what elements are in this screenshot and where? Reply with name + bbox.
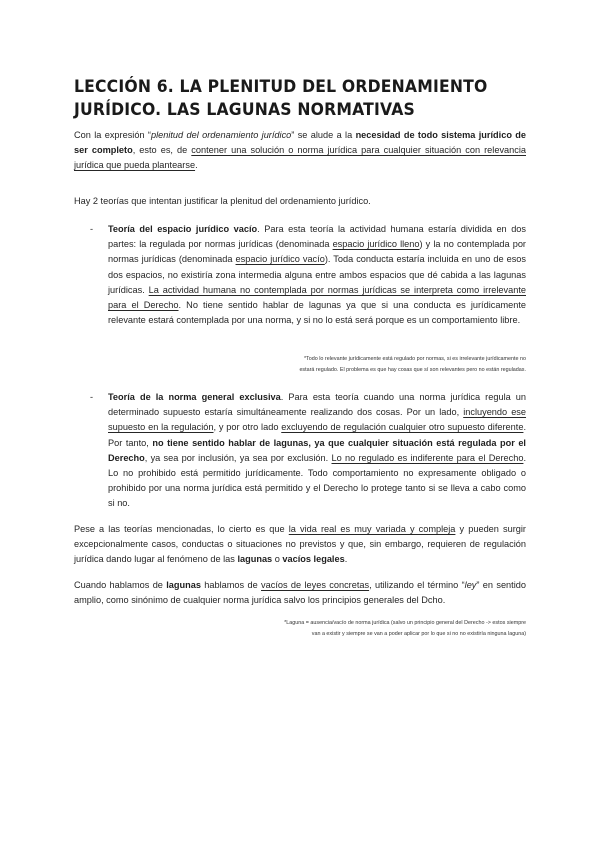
theories-intro-paragraph: Hay 2 teorías que intentan justificar la plenitud del ordenamiento jurídico. <box>74 196 371 206</box>
italic-term: ley <box>464 580 477 590</box>
underlined-phrase: contener una solución o norma jurídica para cualquier situación con relevancia jurídica que pueda plantearse <box>74 145 526 171</box>
text-run: , y por otro lado <box>213 422 282 433</box>
theory-exclusive-norm-item <box>108 390 526 512</box>
text-run: ). Toda conducta estaría incluida en uno de esos dos espacios, no existiría zona intermedia alguna entre ambos espacios que dé cabida a las lagunas jurídicas. <box>108 254 526 295</box>
quote-mark: ” <box>476 580 480 590</box>
note-line: van a existir y siempre se van a poder aplicar por lo que si no no existiría ninguna laguna) <box>311 630 526 637</box>
gaps-paragraph <box>74 522 526 568</box>
text-run: hablamos de <box>200 580 262 590</box>
underlined-phrase: la vida real es muy variada y compleja <box>288 524 456 534</box>
text-run: , esto es, de <box>132 145 192 156</box>
theory-name: Teoría de la norma general exclusiva <box>108 392 281 402</box>
lesson-title: LECCIÓN 6. LA PLENITUD DEL ORDENAMIENTO JURÍDICO. LAS LAGUNAS NORMATIVAS <box>74 77 488 120</box>
quote-mark: “ <box>461 580 465 590</box>
bold-phrase: necesidad de todo sistema jurídico de ser completo <box>74 130 526 156</box>
text-run: o <box>272 554 283 565</box>
text-run: , utilizando el término <box>369 580 462 590</box>
text-run: . No tiene sentido hablar de lagunas ya que si una conducta es jurídicamente relevante estará contemplada por una norma, y si no lo está será porque es un comportamiento libre. <box>108 300 526 326</box>
side-note-1 <box>299 354 526 375</box>
underlined-phrase: Lo no regulado es indiferente para el Derecho <box>331 452 524 463</box>
text-run: . Para esta teoría cuando una norma jurídica regula un determinado supuesto estaría simultáneamente realizando dos cosas. Por un lado, <box>108 392 527 418</box>
text-run: Pese a las teorías mencionadas, lo cierto es que <box>74 524 289 534</box>
note-line: *Laguna = ausencia/vacío de norma jurídica (salvo un principio general del Derecho -> estos siempre <box>284 620 526 626</box>
quote-mark: “ <box>147 130 151 140</box>
theory-empty-space-item <box>108 222 526 328</box>
text-run: . Para esta teoría la actividad humana estaría dividida en dos partes: la regulada por normas jurídicas (denominada <box>108 224 527 250</box>
note-line: *Todo lo relevante jurídicamente está regulado por normas, si es irrelevante jurídicamente no <box>303 356 526 362</box>
quote-mark: ” <box>291 130 295 140</box>
text-run: y pueden surgir excepcionalmente casos, conductas o situaciones no previstos y que, sin embargo, requieren de regulación jurídica dando lugar al fenómeno de las <box>74 524 526 565</box>
bold-phrase: no tiene sentido hablar de lagunas, ya que cualquier situación está regulada por el Derecho <box>108 437 526 463</box>
underlined-phrase: espacio jurídico vacío <box>235 254 325 265</box>
list-bullet-dash: - <box>90 224 94 234</box>
text-run: ) y la no contemplada por normas jurídicas (denominada <box>108 239 526 265</box>
text-run: en sentido amplio, como sinónimo de cualquier norma jurídica salvo los principios generales del Dcho. <box>74 580 526 606</box>
list-bullet-dash: - <box>90 392 94 402</box>
underlined-phrase: vacíos de leyes concretas <box>261 580 370 590</box>
text-run: . Lo no prohibido está permitido jurídicamente. Todo comportamiento no expresamente obligado o prohibido por una norma jurídica está permitido y el Derecho lo protege tanto si se lleva a cabo como si no. <box>108 452 526 509</box>
underlined-phrase: espacio jurídico lleno <box>332 239 420 250</box>
text-run: . Por tanto, <box>108 422 526 448</box>
text-run: se alude a la <box>294 130 356 140</box>
intro-paragraph <box>74 128 526 174</box>
underlined-phrase: incluyendo ese supuesto en la regulación <box>108 407 527 433</box>
theory-name: Teoría del espacio jurídico vacío <box>108 224 258 234</box>
note-line: estará regulado. El problema es que hay cosas que sí son relevantes pero no están reguladas. <box>299 366 526 373</box>
text-run: . <box>195 160 198 171</box>
text-run: Cuando hablamos de <box>74 580 167 590</box>
italic-term: plenitud del ordenamiento jurídico <box>150 130 292 140</box>
bold-term: lagunas <box>166 580 201 590</box>
text-run: , ya sea por inclusión, ya sea por exclusión. <box>144 452 332 463</box>
side-note-2 <box>284 618 526 639</box>
text-run: Con la expresión <box>74 130 148 140</box>
bold-term: vacíos legales <box>282 554 345 565</box>
bold-term: lagunas <box>237 554 273 565</box>
gaps-definition-paragraph <box>74 578 526 608</box>
underlined-phrase: excluyendo de regulación cualquier otro supuesto diferente <box>281 422 524 433</box>
text-run: . <box>344 554 348 565</box>
underlined-phrase: La actividad humana no contemplada por normas jurídicas se interpreta como irrelevante para el Derecho <box>108 284 526 311</box>
